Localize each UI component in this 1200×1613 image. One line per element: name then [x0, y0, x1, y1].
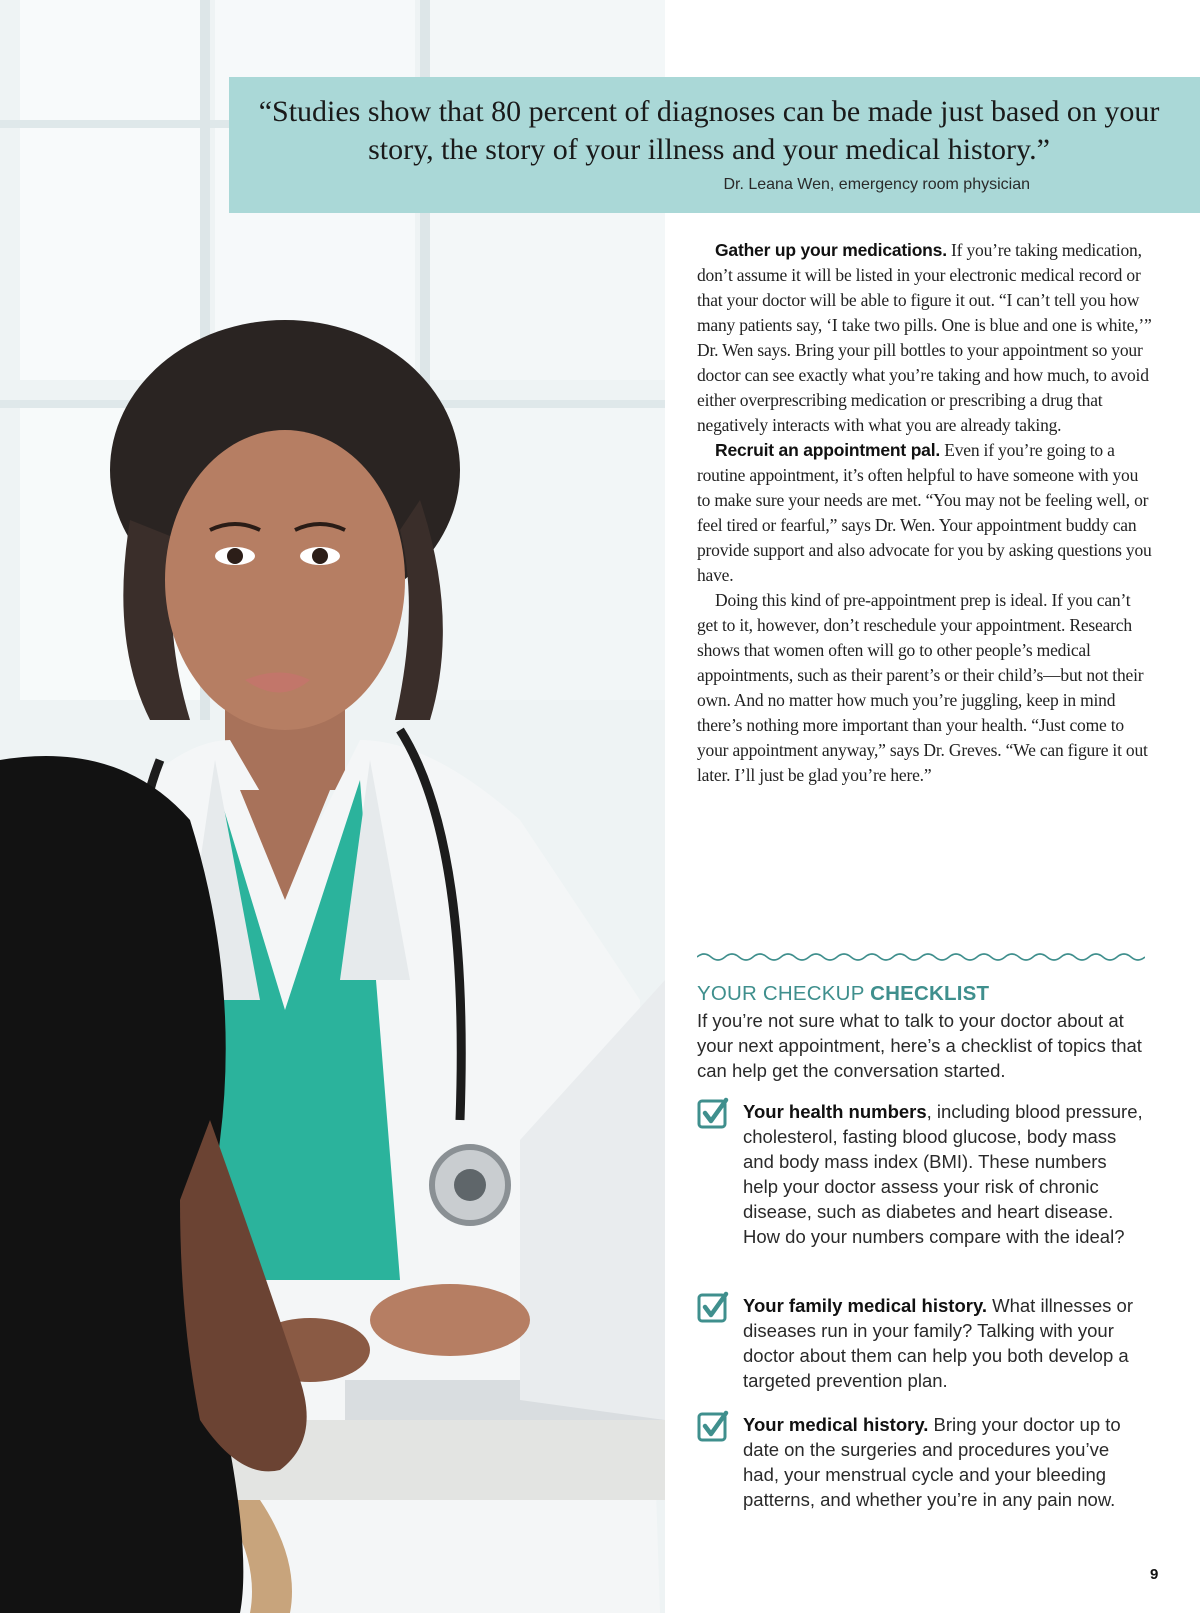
paragraph-lead: Gather up your medications. [715, 240, 947, 260]
checklist-item-text [743, 1099, 1143, 1249]
checkbox-checked-icon [697, 1097, 729, 1129]
article-paragraph [697, 588, 1152, 788]
article-paragraph [697, 238, 1152, 438]
wave-divider [697, 951, 1145, 963]
checklist-item-lead: Your family medical history. [743, 1295, 987, 1316]
checklist-intro: If you’re not sure what to talk to your doctor about at your next appointment, here’s a checklist of topics that can help get the conversation started. [697, 1010, 1142, 1081]
checklist-item-lead: Your medical history. [743, 1414, 929, 1435]
article-body [697, 238, 1152, 788]
paragraph-lead: Recruit an appointment pal. [715, 440, 941, 460]
checkbox-checked-icon [697, 1410, 729, 1442]
checkbox-checked-icon [697, 1291, 729, 1323]
checklist-item-text [743, 1293, 1143, 1393]
pull-quote-banner [229, 77, 1200, 213]
checklist-item-body: , including blood pressure, cholesterol, fasting blood glucose, body mass and body mass index (BMI). These numbers help your doctor assess your risk of chronic disease, such as diabetes and heart disease. How do your numbers compare with the ideal? [743, 1101, 1143, 1247]
checklist-item-text [743, 1412, 1143, 1512]
checklist-title-light: YOUR CHECKUP [697, 982, 871, 1005]
checklist-item-body: What illnesses or diseases run in your family? Talking with your doctor about them can help you both develop a targeted prevention plan. [743, 1295, 1133, 1391]
paragraph-body: If you’re taking medication, don’t assume it will be listed in your electronic medical record or that your doctor will be able to figure it out. “I can’t tell you how many patients say, ‘I take two pills. One is blue and one is white,’” Dr. Wen says. Bring your pill bottles to your appointment so your doctor can see exactly what you’re taking and how much, to avoid either overprescribing medication or prescribing a drug that negatively interacts with what you are already taking. [697, 240, 1152, 435]
checklist-title-bold: CHECKLIST [870, 982, 990, 1005]
page-number: 9 [1150, 1566, 1159, 1583]
pull-quote-attribution: Dr. Leana Wen, emergency room physician [723, 176, 1030, 193]
article-paragraph [697, 438, 1152, 588]
checklist-item-body: Bring your doctor up to date on the surgeries and procedures you’ve had, your menstrual cycle and your bleeding patterns, and whether you’re in any pain now. [743, 1414, 1121, 1510]
paragraph-body: Doing this kind of pre-appointment prep is ideal. If you can’t get to it, however, don’t reschedule your appointment. Research shows that women often will go to other people’s medical appointments, such as their parent’s or their child’s—but not their own. And no matter how much you’re juggling, keep in mind there’s nothing more important than your health. “Just come to your appointment anyway,” says Dr. Greves. “We can figure it out later. I’ll just be glad you’re here.” [697, 590, 1148, 785]
pull-quote-text: “Studies show that 80 percent of diagnoses can be made just based on your story, the story of your illness and your medical history.” [258, 95, 1160, 166]
paragraph-body: Even if you’re going to a routine appointment, it’s often helpful to have someone with you to make sure your needs are met. “You may not be feeling well, or feel tired or fearful,” says Dr. Wen. Your appointment buddy can provide support and also advocate for you by asking questions you have. [697, 440, 1152, 585]
checklist-title [697, 982, 989, 1006]
checklist-item-lead: Your health numbers [743, 1101, 927, 1122]
